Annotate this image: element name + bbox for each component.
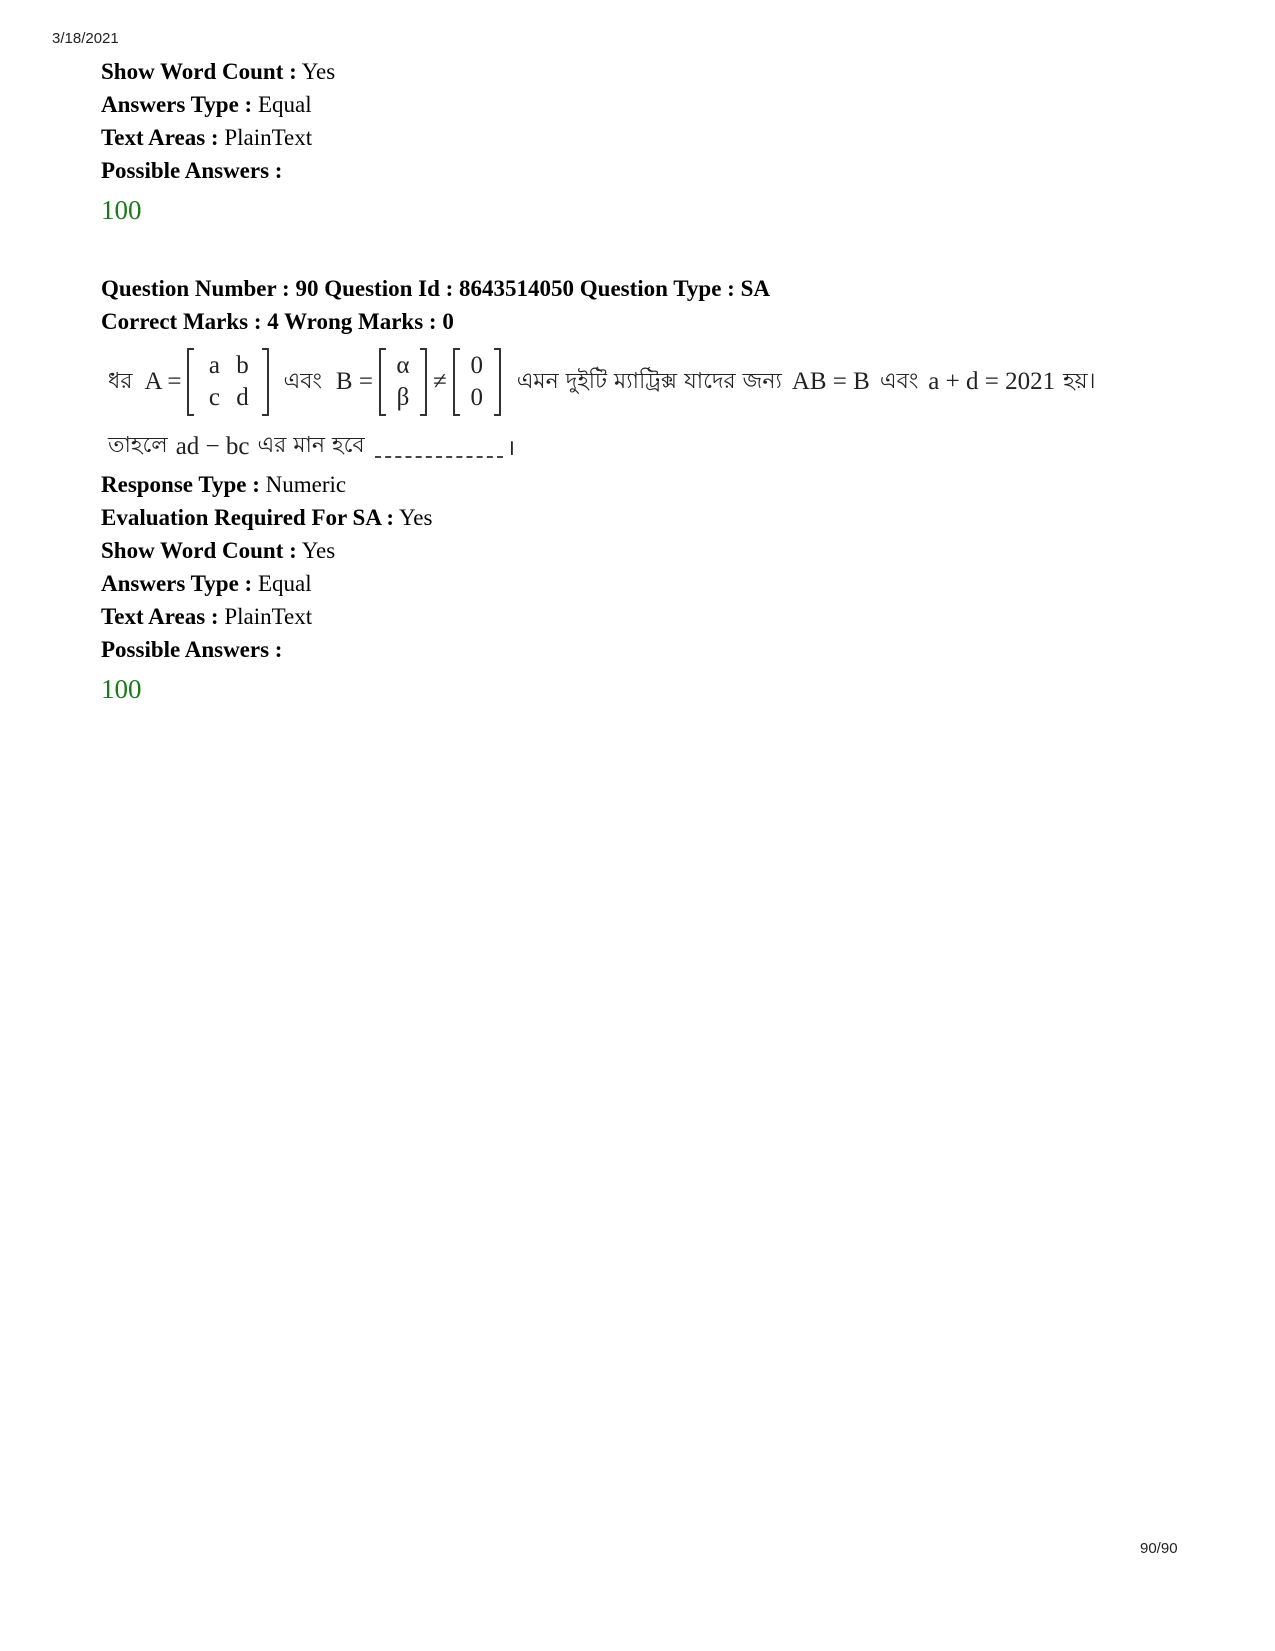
page-date: 3/18/2021 — [52, 30, 119, 47]
q-word: হয়। — [1063, 368, 1096, 394]
field-value: Yes — [399, 505, 433, 530]
matrix-cell: a — [208, 352, 221, 379]
field-value: Equal — [257, 571, 312, 596]
answer-value: 100 — [101, 674, 142, 704]
bracket-left — [187, 348, 194, 416]
matrix-cell: c — [208, 384, 221, 411]
field-label: Evaluation Required For SA : — [101, 505, 395, 530]
matrix-cell: 0 — [470, 352, 483, 379]
question-text — [108, 348, 1198, 483]
possible-answers — [101, 636, 282, 664]
matrix-cell: α — [396, 352, 410, 379]
bracket-left — [453, 348, 460, 416]
q-word: এবং — [283, 368, 322, 394]
field-label: Possible Answers : — [101, 158, 283, 183]
question-marks: Correct Marks : 4 Wrong Marks : 0 — [101, 309, 454, 334]
matrix-b-body — [386, 352, 420, 412]
field-label: Show Word Count : — [101, 538, 297, 563]
answer-blank — [375, 436, 503, 458]
matrix-zero — [453, 348, 501, 416]
field-value: Yes — [301, 538, 336, 563]
field-label: Answers Type : — [101, 92, 253, 117]
page-number: 90/90 — [1140, 1540, 1178, 1557]
prev-possible-answers — [101, 157, 282, 185]
question-text-line-1 — [108, 348, 1095, 416]
field-label: Text Areas : — [101, 125, 219, 150]
bracket-right — [262, 348, 269, 416]
q-math: ≠ — [432, 368, 447, 395]
prev-text-areas — [101, 124, 312, 152]
matrix-cell: d — [236, 384, 249, 411]
q-math: a + d = 2021 — [928, 368, 1056, 395]
matrix-cell: 0 — [470, 384, 483, 411]
field-label: Possible Answers : — [101, 637, 283, 662]
q-math: AB = B — [791, 368, 870, 395]
bracket-left — [379, 348, 386, 416]
q-word: এবং — [879, 368, 919, 394]
q-word: । — [506, 435, 516, 461]
q-math: ad − bc — [175, 432, 250, 460]
field-value: PlainText — [224, 125, 313, 150]
field-value: PlainText — [224, 604, 313, 629]
field-label: Response Type : — [101, 472, 260, 497]
matrix-zero-body — [460, 352, 494, 412]
evaluation-required — [101, 504, 432, 532]
field-value: Numeric — [265, 472, 347, 497]
field-label: Answers Type : — [101, 571, 253, 596]
q-math: B = — [335, 368, 373, 395]
show-word-count — [101, 537, 335, 565]
answers-type — [101, 570, 312, 598]
matrix-a — [187, 348, 269, 416]
bracket-right — [420, 348, 427, 416]
question-text-line-2 — [108, 428, 515, 465]
q-word: ধর — [108, 368, 133, 394]
bracket-right — [494, 348, 501, 416]
field-label: Show Word Count : — [101, 59, 297, 84]
field-value: Equal — [257, 92, 312, 117]
prev-answers-type — [101, 91, 312, 119]
text-areas — [101, 603, 312, 631]
field-value: Yes — [301, 59, 336, 84]
q-math: A = — [144, 368, 182, 395]
question-header: Question Number : 90 Question Id : 8643514050 Question Type : SA — [101, 276, 770, 301]
q-word: তাহলে — [108, 433, 168, 458]
matrix-a-body — [194, 352, 262, 412]
matrix-cell: β — [396, 384, 410, 411]
prev-answer-value: 100 — [101, 195, 142, 225]
prev-show-word-count — [101, 58, 335, 86]
q-word: এর মান হবে — [257, 433, 365, 458]
matrix-cell: b — [236, 352, 249, 379]
field-label: Text Areas : — [101, 604, 219, 629]
matrix-b — [379, 348, 427, 416]
q-word: এমন দুইটি ম্যাট্রিক্স যাদের জন্য — [516, 368, 782, 394]
response-type — [101, 471, 346, 499]
